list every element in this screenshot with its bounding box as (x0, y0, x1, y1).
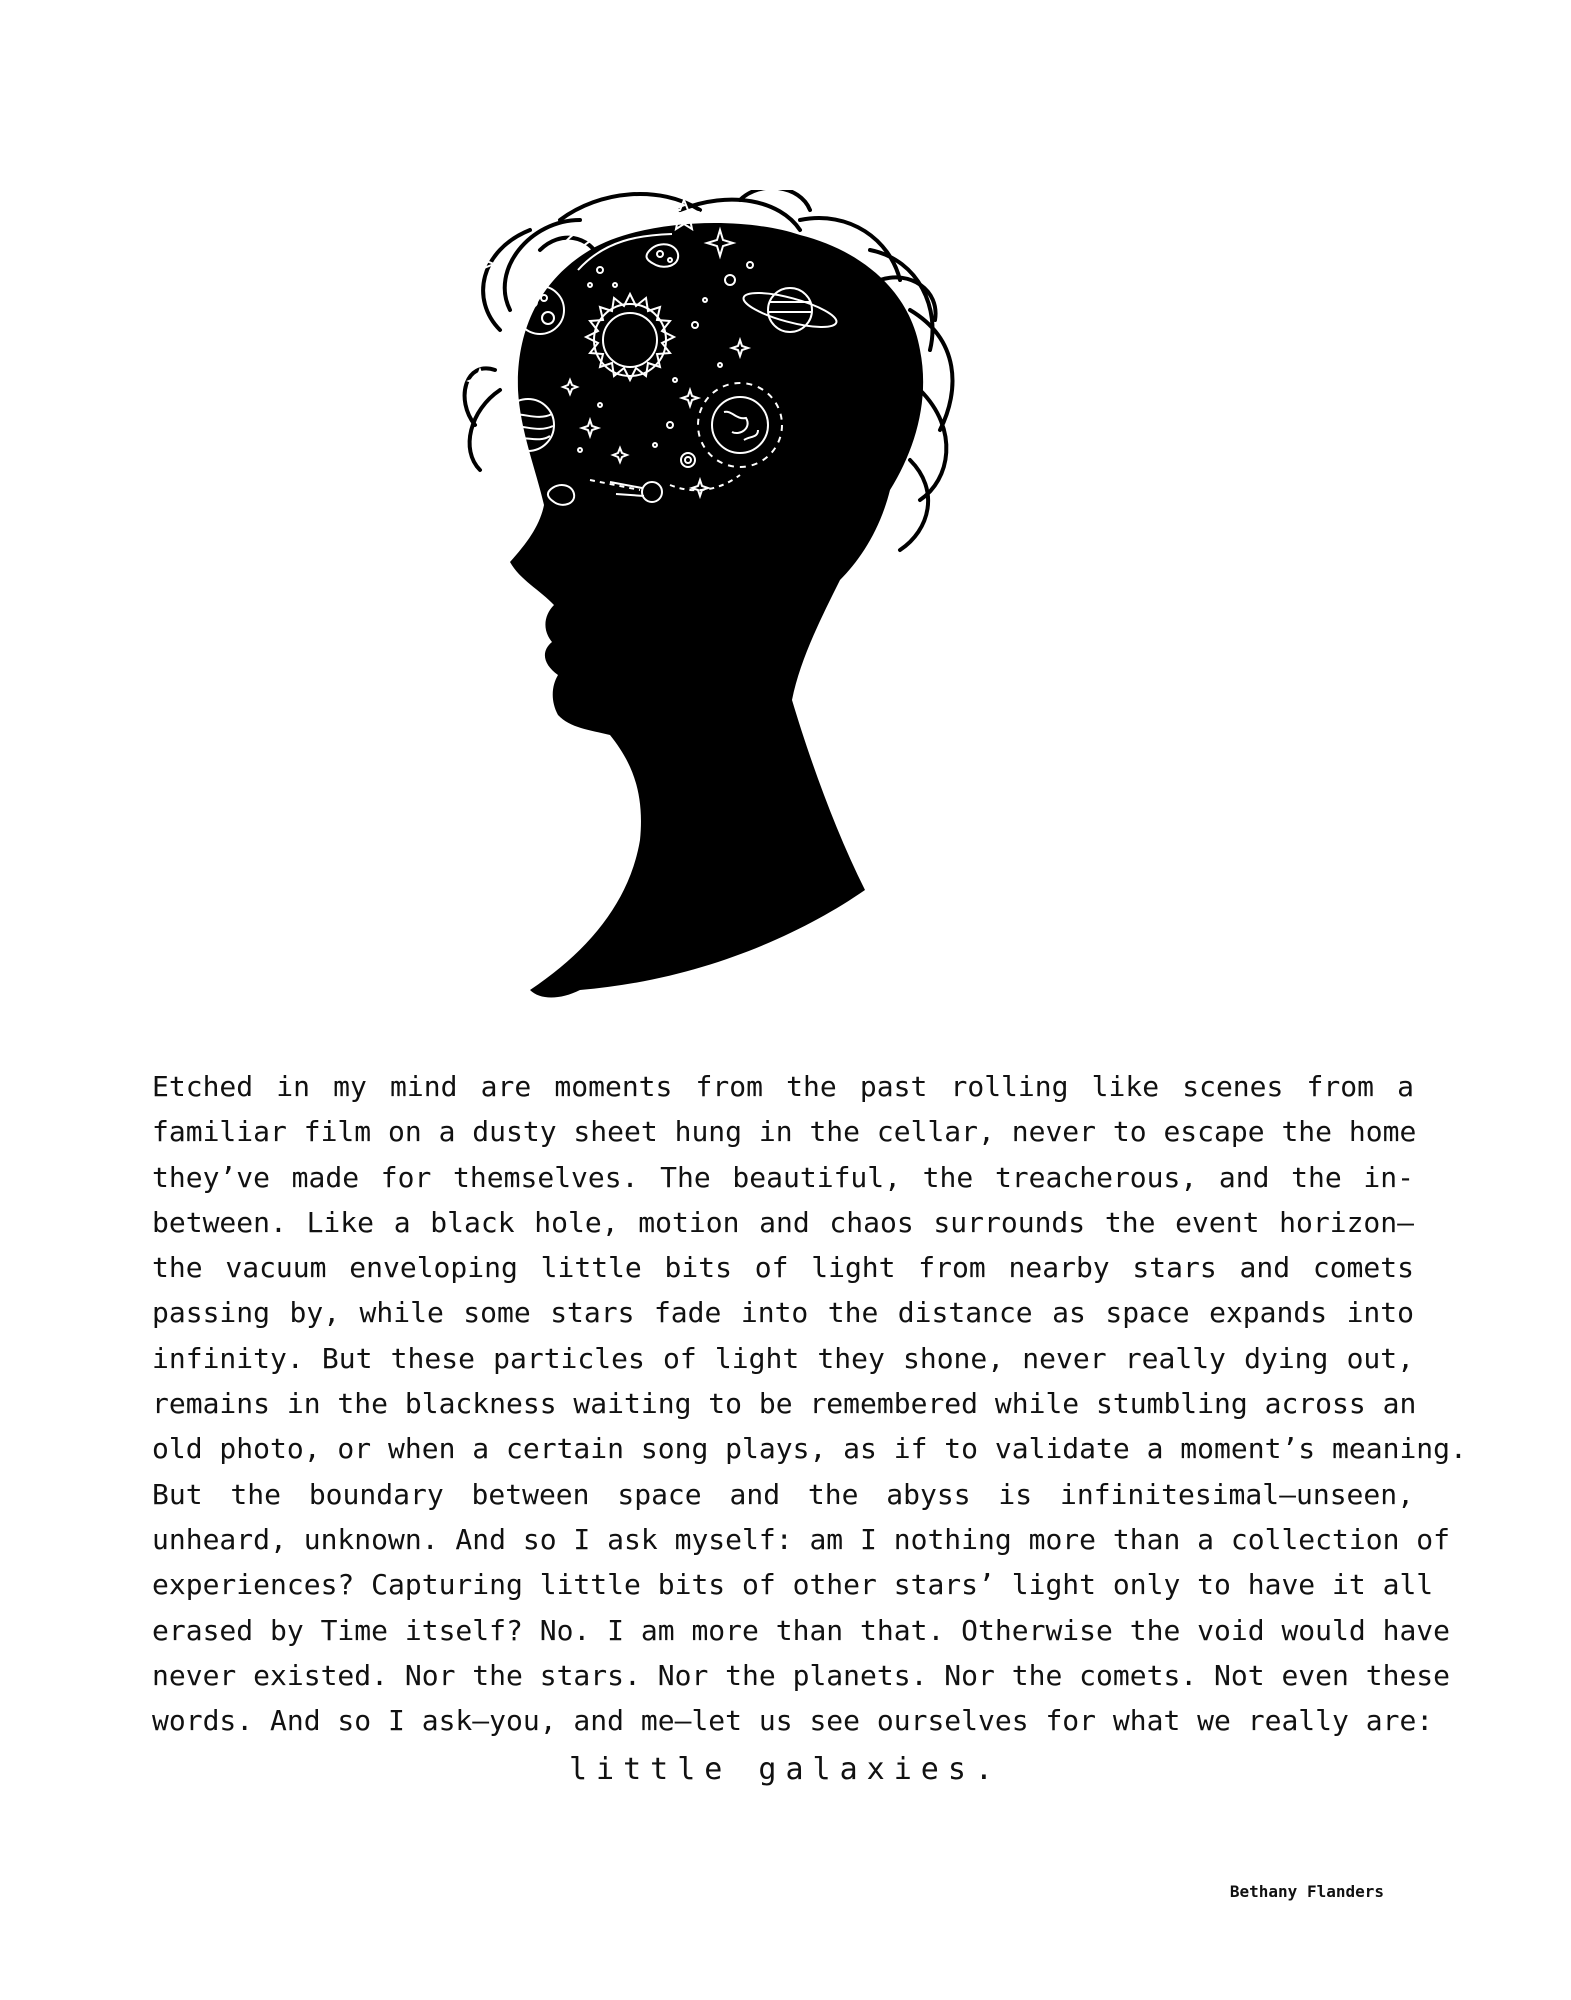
poem-line: Etched in my mind are moments from the past rolling like scenes from a (152, 1070, 1414, 1103)
poem-line: never existed. Nor the stars. Nor the planets. Nor the comets. Not even these (152, 1658, 1451, 1692)
woman-silhouette-with-galaxy-icon (440, 190, 1080, 1010)
poem-line: between. Like a black hole, motion and chaos surrounds the event horizon— (152, 1205, 1414, 1239)
poem-line: they’ve made for themselves. The beautiful, the treacherous, and the in- (152, 1160, 1414, 1194)
poem-line: passing by, while some stars fade into the distance as space expands into (152, 1296, 1414, 1330)
poem-line: words. And so I ask—you, and me—let us see ourselves for what we really are: (152, 1704, 1434, 1738)
poem-line: old photo, or when a certain song plays, as if to validate a moment’s meaning. (152, 1432, 1467, 1466)
poem-line: unheard, unknown. And so I ask myself: am I nothing more than a collection of (152, 1522, 1451, 1556)
poem-line: remains in the blackness waiting to be remembered while stumbling across an (152, 1387, 1417, 1421)
poem-line: familiar film on a dusty sheet hung in the cellar, never to escape the home (152, 1115, 1417, 1149)
poem-line: erased by Time itself? No. I am more than that. Otherwise the void would have (152, 1613, 1451, 1647)
poem-line: the vacuum enveloping little bits of light from nearby stars and comets (152, 1251, 1414, 1285)
poem-body (152, 1064, 1467, 1743)
poem-line: infinity. But these particles of light they shone, never really dying out, (152, 1341, 1414, 1375)
poem-line: But the boundary between space and the abyss is infinitesimal—unseen, (152, 1477, 1414, 1511)
poem-line: experiences? Capturing little bits of other stars’ light only to have it all (152, 1568, 1434, 1602)
poem-title: little galaxies. (569, 1752, 1002, 1787)
author-name: Bethany Flanders (1229, 1882, 1384, 1901)
